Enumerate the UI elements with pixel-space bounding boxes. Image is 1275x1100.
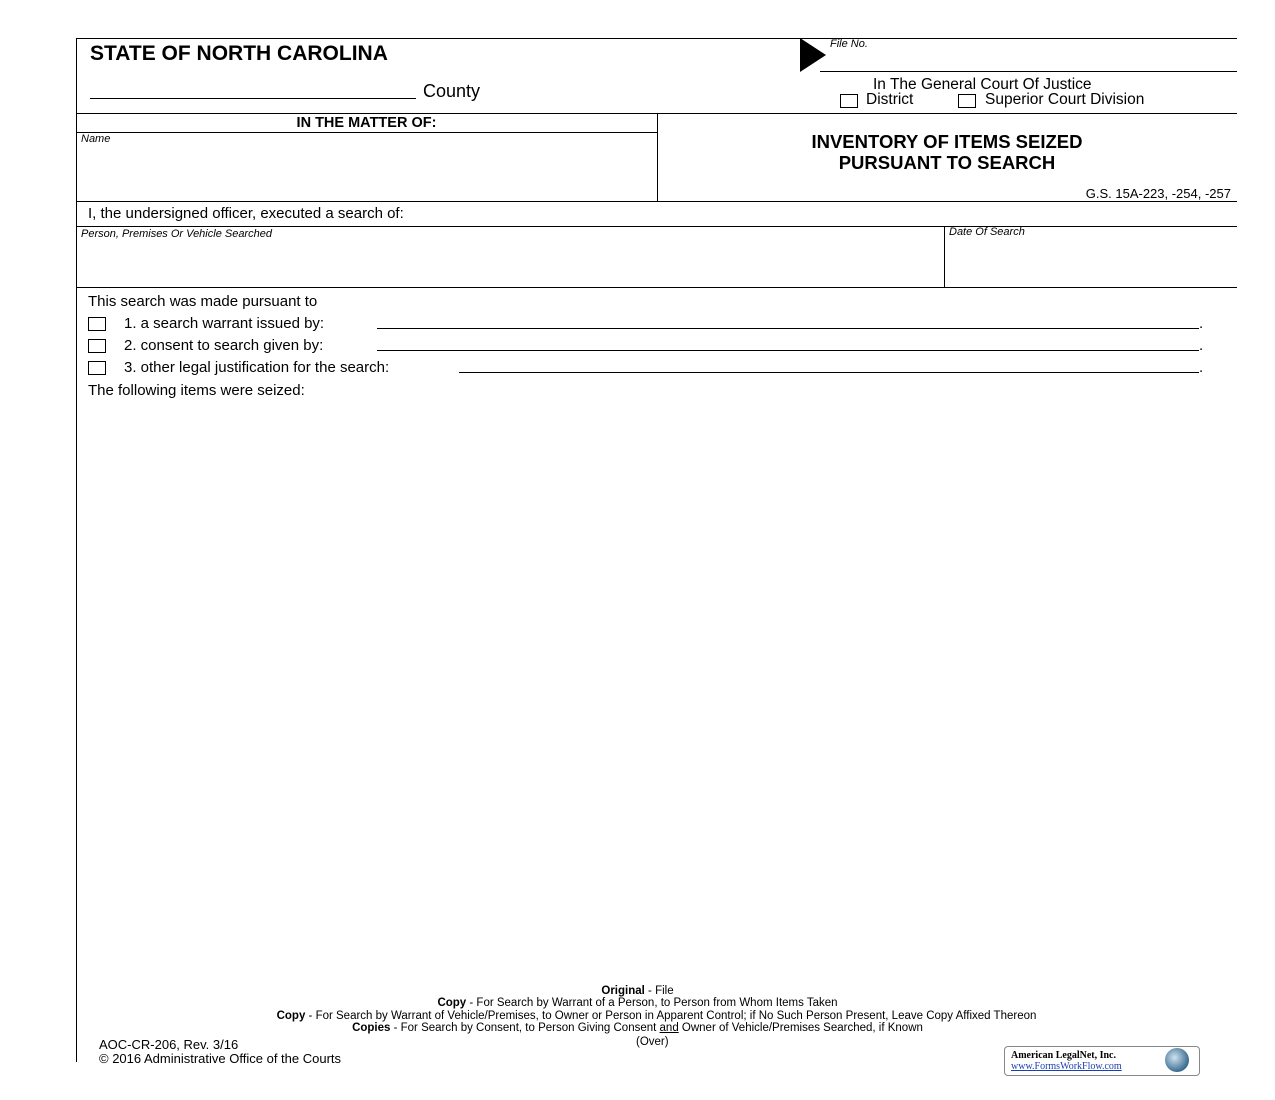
- warrant-field[interactable]: [377, 328, 1199, 329]
- form-title: [657, 131, 1237, 173]
- option-warrant: 1. a search warrant issued by:: [124, 315, 325, 332]
- district-label: District: [866, 91, 914, 108]
- copy2-bold: Copy: [276, 1010, 306, 1022]
- footer-original: [0, 985, 1275, 997]
- seized-label: The following items were seized:: [88, 382, 305, 399]
- pursuant-intro: This search was made pursuant to: [88, 293, 318, 310]
- court-label: In The General Court Of Justice: [873, 76, 1092, 93]
- globe-icon: [1165, 1048, 1189, 1072]
- period: .: [1199, 359, 1204, 376]
- period: .: [1199, 315, 1204, 332]
- consent-checkbox[interactable]: [88, 339, 106, 353]
- county-label: County: [423, 81, 481, 101]
- seized-items-area[interactable]: [86, 402, 1226, 977]
- badge-name: American LegalNet, Inc.: [1011, 1050, 1116, 1061]
- original-text: - File: [644, 985, 674, 997]
- county-field[interactable]: [90, 98, 416, 99]
- period: .: [1199, 337, 1204, 354]
- arrow-icon: [800, 38, 826, 72]
- superior-label: Superior Court Division: [985, 91, 1145, 108]
- divider: [76, 287, 1237, 288]
- copies-and: and: [659, 1022, 679, 1034]
- file-no-label: File No.: [830, 38, 868, 50]
- footer-copy1: [0, 997, 1275, 1009]
- left-border: [76, 38, 77, 1062]
- divider: [76, 226, 1237, 227]
- statute: G.S. 15A-223, -254, -257: [1085, 186, 1231, 201]
- original-bold: Original: [601, 985, 645, 997]
- legalnet-badge[interactable]: [1004, 1046, 1200, 1076]
- copy1-bold: Copy: [437, 997, 467, 1009]
- search-intro: I, the undersigned officer, executed a search of:: [88, 205, 404, 222]
- badge-url[interactable]: www.FormsWorkFlow.com: [1011, 1061, 1122, 1072]
- option-consent: 2. consent to search given by:: [124, 337, 324, 354]
- date-field[interactable]: [947, 243, 1235, 285]
- form-number: AOC-CR-206, Rev. 3/16: [99, 1037, 239, 1052]
- copies-text2: Owner of Vehicle/Premises Searched, if Known: [678, 1022, 923, 1034]
- file-no-line: [820, 71, 1237, 72]
- name-label: Name: [81, 133, 111, 145]
- state-title: STATE OF NORTH CAROLINA: [90, 42, 388, 65]
- over-label: (Over): [636, 1036, 669, 1048]
- copies-text1: - For Search by Consent, to Person Giving Consent: [390, 1022, 660, 1034]
- other-field[interactable]: [459, 372, 1199, 373]
- copy2-text: - For Search by Warrant of Vehicle/Premises, to Owner or Person in Apparent Control; if No Such Person Present, Leave Copy Affixed Thereon: [305, 1010, 1037, 1022]
- matter-heading: IN THE MATTER OF:: [296, 115, 437, 131]
- copies-bold: Copies: [352, 1022, 391, 1034]
- top-border: [76, 38, 1237, 39]
- option-other: 3. other legal justification for the search:: [124, 359, 390, 376]
- consent-field[interactable]: [377, 350, 1199, 351]
- copyright: © 2016 Administrative Office of the Courts: [99, 1051, 342, 1066]
- person-label: Person, Premises Or Vehicle Searched: [81, 228, 272, 240]
- divider: [76, 201, 1237, 202]
- divider: [944, 226, 945, 287]
- name-field[interactable]: [78, 148, 654, 198]
- superior-checkbox[interactable]: [958, 94, 976, 108]
- warrant-checkbox[interactable]: [88, 317, 106, 331]
- other-checkbox[interactable]: [88, 361, 106, 375]
- title-line2: PURSUANT TO SEARCH: [838, 152, 1056, 173]
- divider: [76, 132, 657, 133]
- copy1-text: - For Search by Warrant of a Person, to Person from Whom Items Taken: [466, 997, 838, 1009]
- footer-copies: [0, 1022, 1275, 1034]
- date-label: Date Of Search: [949, 226, 1025, 238]
- footer-copy2: [76, 1010, 1237, 1022]
- title-line1: INVENTORY OF ITEMS SEIZED: [811, 131, 1083, 152]
- district-checkbox[interactable]: [840, 94, 858, 108]
- person-field[interactable]: [78, 243, 940, 285]
